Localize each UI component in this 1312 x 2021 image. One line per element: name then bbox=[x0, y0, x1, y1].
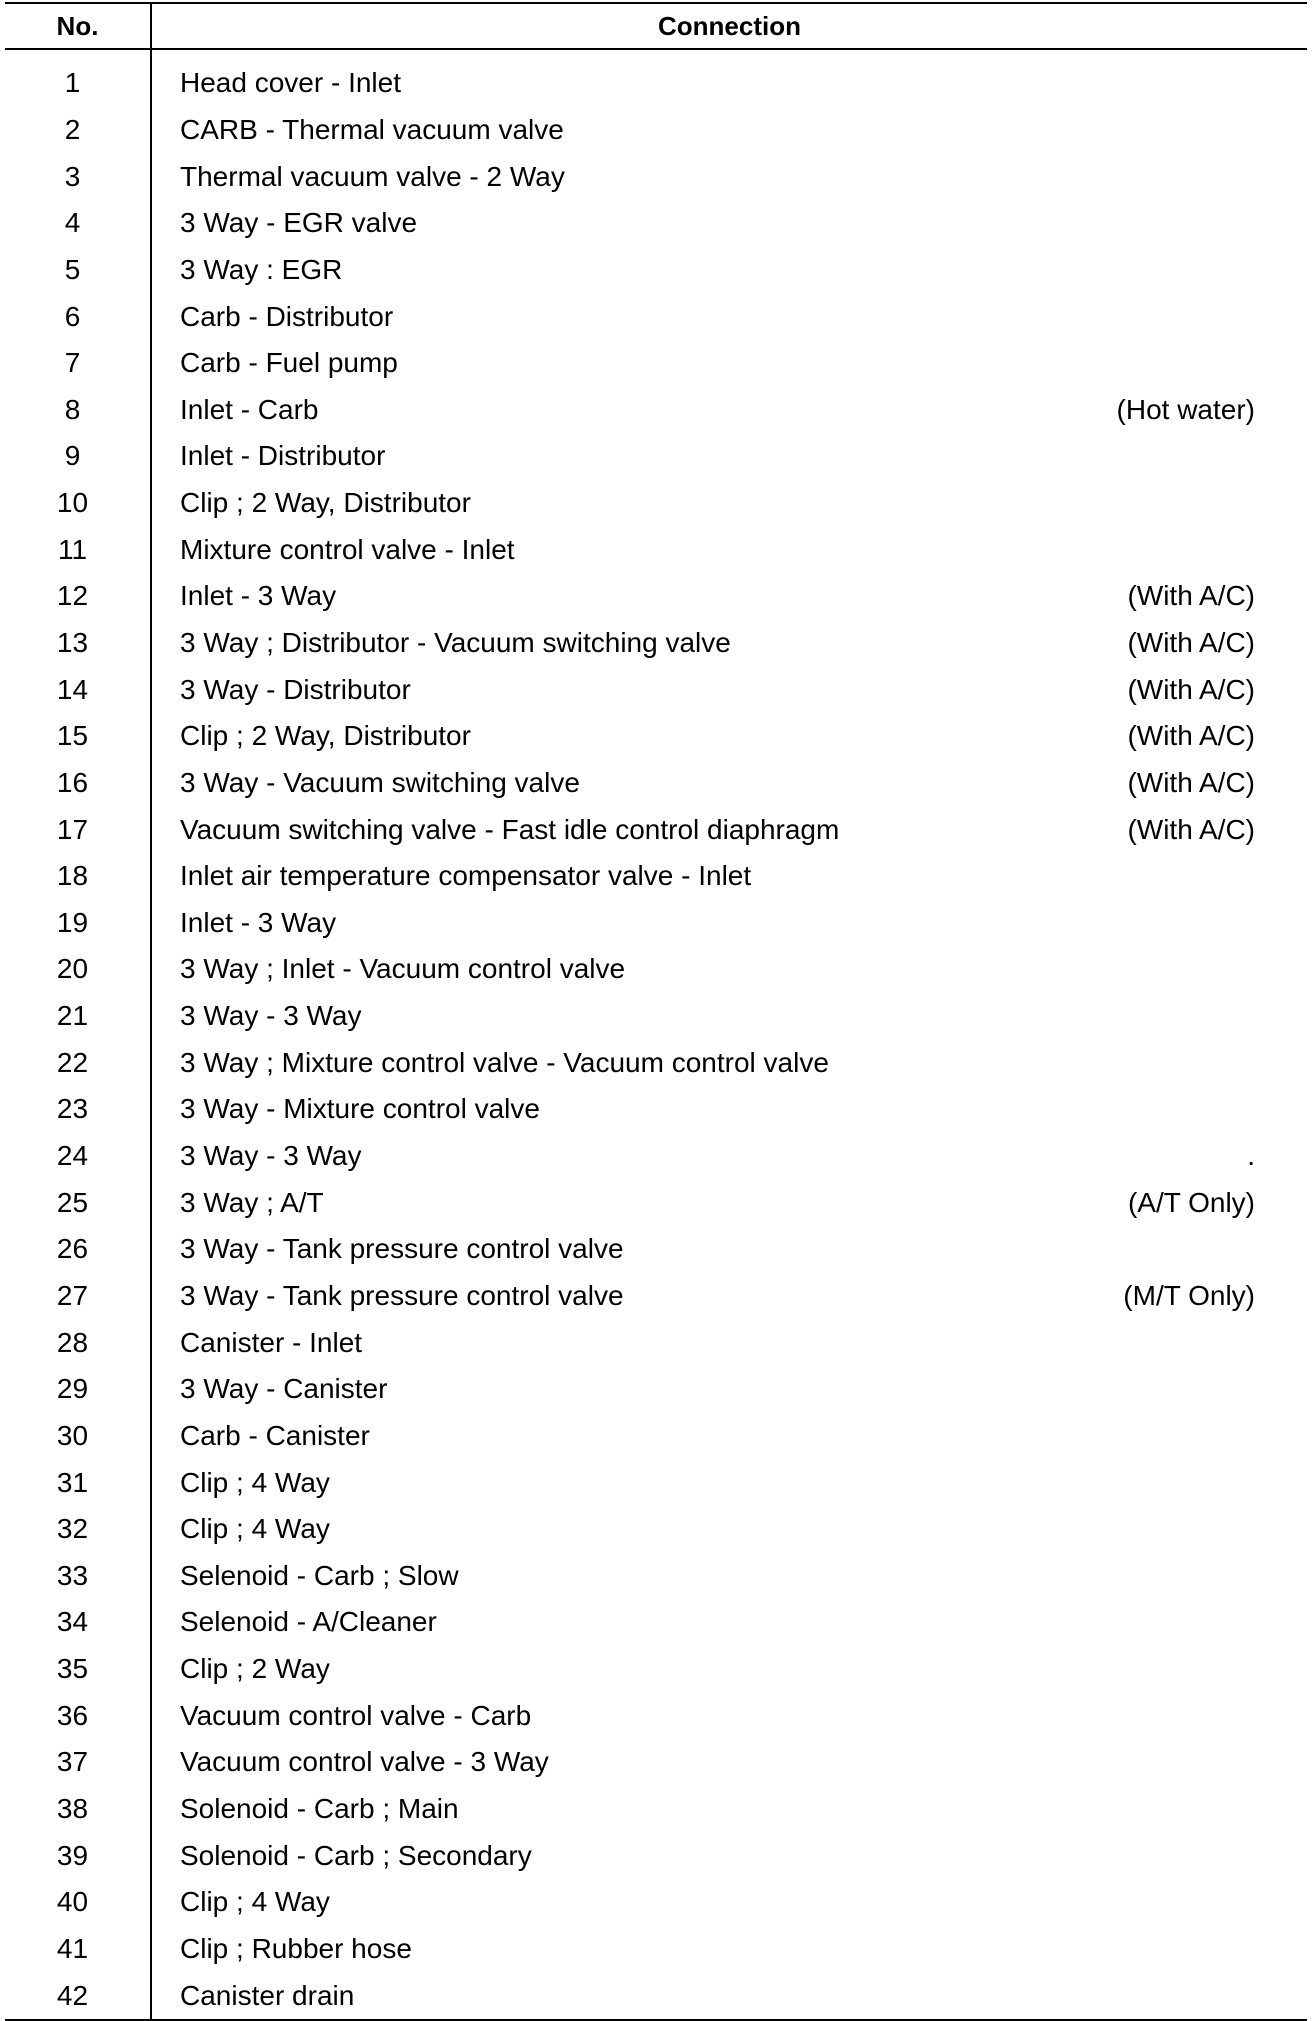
row-note bbox=[1077, 1972, 1307, 2020]
row-connection: Inlet - Distributor bbox=[180, 440, 386, 472]
row-number: 6 bbox=[5, 293, 151, 340]
row-connection: 3 Way ; A/T bbox=[180, 1186, 324, 1218]
row-note bbox=[1077, 1039, 1307, 1086]
table-row bbox=[5, 713, 1307, 760]
row-number: 12 bbox=[5, 573, 151, 620]
connection-table-page bbox=[5, 2, 1307, 2018]
row-note bbox=[1077, 1319, 1307, 1366]
table-row bbox=[5, 1273, 1307, 1320]
table-row bbox=[5, 1226, 1307, 1273]
table-row bbox=[5, 760, 1307, 807]
table-row bbox=[5, 573, 1307, 620]
row-connection: Head cover - Inlet bbox=[180, 67, 401, 99]
row-connection: 3 Way : EGR bbox=[180, 253, 343, 285]
table-row bbox=[5, 1739, 1307, 1786]
row-note bbox=[1077, 153, 1307, 200]
table-row bbox=[5, 1879, 1307, 1926]
table-row bbox=[5, 153, 1307, 200]
table-row bbox=[5, 620, 1307, 667]
row-number: 33 bbox=[5, 1553, 151, 1600]
row-note bbox=[1077, 1366, 1307, 1413]
row-connection: Canister drain bbox=[151, 1972, 1077, 2020]
table-row bbox=[5, 480, 1307, 527]
table-row bbox=[5, 1926, 1307, 1973]
row-number: 30 bbox=[5, 1413, 151, 1460]
row-number: 22 bbox=[5, 1039, 151, 1086]
row-note bbox=[1077, 1646, 1307, 1693]
row-connection: Thermal vacuum valve - 2 Way bbox=[180, 160, 565, 192]
row-connection: 3 Way ; Inlet - Vacuum control valve bbox=[180, 953, 626, 985]
row-number: 31 bbox=[5, 1459, 151, 1506]
row-connection: Inlet air temperature compensator valve - Inlet bbox=[180, 860, 752, 892]
table-row bbox=[5, 1692, 1307, 1739]
row-connection: 3 Way - EGR valve bbox=[180, 207, 418, 239]
row-number: 9 bbox=[5, 433, 151, 480]
row-connection: Inlet - 3 Way bbox=[180, 580, 337, 612]
row-note bbox=[1077, 1226, 1307, 1273]
row-connection: Mixture control valve - Inlet bbox=[180, 533, 515, 565]
row-connection: 3 Way - Tank pressure control valve bbox=[180, 1279, 624, 1311]
row-note bbox=[1077, 993, 1307, 1040]
row-connection: Clip ; 4 Way bbox=[180, 1466, 330, 1498]
row-connection: Clip ; 4 Way bbox=[180, 1886, 330, 1918]
row-note: (M/T Only) bbox=[1123, 1279, 1255, 1311]
row-connection: 3 Way ; Mixture control valve - Vacuum control valve bbox=[180, 1046, 829, 1078]
table-body bbox=[5, 49, 1307, 2020]
row-connection: 3 Way - Mixture control valve bbox=[180, 1093, 540, 1125]
table-row bbox=[5, 107, 1307, 154]
row-note bbox=[1077, 49, 1307, 107]
table-row bbox=[5, 1039, 1307, 1086]
row-number: 26 bbox=[5, 1226, 151, 1273]
row-number: 17 bbox=[5, 806, 151, 853]
row-number: 41 bbox=[5, 1926, 151, 1973]
row-connection: Selenoid - Carb ; Slow bbox=[180, 1559, 459, 1591]
table-row bbox=[5, 946, 1307, 993]
row-number: 42 bbox=[5, 1972, 151, 2020]
row-note: . bbox=[1247, 1140, 1255, 1172]
table-row bbox=[5, 340, 1307, 387]
row-connection: 3 Way ; Distributor - Vacuum switching valve bbox=[180, 627, 731, 658]
row-number: 29 bbox=[5, 1366, 151, 1413]
row-connection: 3 Way - 3 Way bbox=[180, 1140, 362, 1172]
row-note bbox=[1077, 900, 1307, 947]
row-number: 38 bbox=[5, 1786, 151, 1833]
row-connection: Vacuum control valve - 3 Way bbox=[180, 1746, 549, 1778]
row-note: (A/T Only) bbox=[1127, 1186, 1255, 1218]
table-row bbox=[5, 993, 1307, 1040]
table-row bbox=[5, 1366, 1307, 1413]
row-number: 35 bbox=[5, 1646, 151, 1693]
row-number: 13 bbox=[5, 620, 151, 667]
row-connection: 3 Way - Distributor bbox=[180, 673, 411, 705]
row-connection: Carb - Canister bbox=[180, 1419, 370, 1451]
row-connection: Vacuum switching valve - Fast idle control diaphragm bbox=[180, 813, 840, 845]
row-number: 20 bbox=[5, 946, 151, 993]
table-row bbox=[5, 1646, 1307, 1693]
row-number: 32 bbox=[5, 1506, 151, 1553]
row-number: 11 bbox=[5, 526, 151, 573]
row-connection: Canister - Inlet bbox=[180, 1326, 363, 1358]
table-row bbox=[5, 1786, 1307, 1833]
row-note bbox=[1077, 946, 1307, 993]
row-number: 1 bbox=[5, 49, 151, 107]
row-note bbox=[1077, 1692, 1307, 1739]
table-row bbox=[5, 1179, 1307, 1226]
row-number: 15 bbox=[5, 713, 151, 760]
row-note bbox=[1077, 1832, 1307, 1879]
row-note: (With A/C) bbox=[1127, 813, 1255, 845]
row-note bbox=[1077, 526, 1307, 573]
table-row bbox=[5, 900, 1307, 947]
row-note bbox=[1077, 1086, 1307, 1133]
row-connection: Solenoid - Carb ; Secondary bbox=[180, 1839, 532, 1871]
row-note: (With A/C) bbox=[1127, 673, 1255, 705]
row-connection: 3 Way - Tank pressure control valve bbox=[180, 1233, 624, 1265]
row-note bbox=[1077, 1553, 1307, 1600]
row-note bbox=[1077, 853, 1307, 900]
row-connection: Clip ; 2 Way bbox=[180, 1653, 330, 1685]
table-row bbox=[5, 1086, 1307, 1133]
row-note bbox=[1077, 1786, 1307, 1833]
table-row bbox=[5, 247, 1307, 294]
row-connection: Carb - Fuel pump bbox=[180, 347, 398, 379]
table-row bbox=[5, 666, 1307, 713]
row-number: 25 bbox=[5, 1179, 151, 1226]
column-header-connection: Connection bbox=[151, 3, 1307, 49]
row-number: 7 bbox=[5, 340, 151, 387]
row-number: 39 bbox=[5, 1832, 151, 1879]
row-note: (Hot water) bbox=[1116, 393, 1255, 425]
row-note bbox=[1077, 1599, 1307, 1646]
row-connection: Clip ; 4 Way bbox=[180, 1513, 330, 1545]
row-number: 21 bbox=[5, 993, 151, 1040]
row-number: 40 bbox=[5, 1879, 151, 1926]
table-row bbox=[5, 293, 1307, 340]
row-number: 5 bbox=[5, 247, 151, 294]
row-connection: CARB - Thermal vacuum valve bbox=[180, 113, 564, 145]
row-note: (With A/C) bbox=[1127, 766, 1255, 798]
row-note: (With A/C) bbox=[1127, 627, 1255, 658]
row-connection: Carb - Distributor bbox=[180, 300, 394, 332]
row-number: 4 bbox=[5, 200, 151, 247]
row-number: 19 bbox=[5, 900, 151, 947]
row-connection: Clip ; 2 Way, Distributor bbox=[180, 720, 471, 752]
row-note bbox=[1077, 480, 1307, 527]
row-connection: Inlet - 3 Way bbox=[180, 906, 337, 938]
row-note bbox=[1077, 433, 1307, 480]
row-note bbox=[1077, 107, 1307, 154]
row-number: 3 bbox=[5, 153, 151, 200]
table-row bbox=[5, 1553, 1307, 1600]
row-number: 10 bbox=[5, 480, 151, 527]
row-number: 24 bbox=[5, 1133, 151, 1180]
row-connection: Inlet - Carb bbox=[180, 393, 319, 425]
row-note bbox=[1077, 1926, 1307, 1973]
row-note bbox=[1077, 1739, 1307, 1786]
row-note bbox=[1077, 1506, 1307, 1553]
row-connection: Selenoid - A/Cleaner bbox=[180, 1606, 437, 1638]
table-row bbox=[5, 49, 1307, 107]
row-number: 8 bbox=[5, 386, 151, 433]
table-row bbox=[5, 853, 1307, 900]
row-connection: Solenoid - Carb ; Main bbox=[180, 1793, 459, 1825]
table-row bbox=[5, 386, 1307, 433]
row-note bbox=[1077, 340, 1307, 387]
column-header-no: No. bbox=[5, 3, 151, 49]
table-row bbox=[5, 1319, 1307, 1366]
row-number: 27 bbox=[5, 1273, 151, 1320]
row-connection: Clip ; 2 Way, Distributor bbox=[180, 487, 471, 519]
row-note bbox=[1077, 293, 1307, 340]
row-number: 14 bbox=[5, 666, 151, 713]
table-row bbox=[5, 1599, 1307, 1646]
table-row bbox=[5, 1413, 1307, 1460]
table-row bbox=[5, 1972, 1307, 2020]
row-note bbox=[1077, 1879, 1307, 1926]
row-note bbox=[1077, 200, 1307, 247]
table-row bbox=[5, 433, 1307, 480]
row-number: 18 bbox=[5, 853, 151, 900]
row-connection: Vacuum control valve - Carb bbox=[180, 1699, 532, 1731]
row-number: 28 bbox=[5, 1319, 151, 1366]
row-number: 34 bbox=[5, 1599, 151, 1646]
row-connection: Clip ; Rubber hose bbox=[180, 1932, 412, 1964]
row-note bbox=[1077, 1413, 1307, 1460]
table-row bbox=[5, 526, 1307, 573]
table-row bbox=[5, 806, 1307, 853]
row-note: (With A/C) bbox=[1127, 580, 1255, 612]
row-note: (With A/C) bbox=[1127, 720, 1255, 752]
row-number: 36 bbox=[5, 1692, 151, 1739]
row-connection: 3 Way - Canister bbox=[180, 1373, 388, 1405]
row-number: 37 bbox=[5, 1739, 151, 1786]
connection-table bbox=[5, 2, 1307, 2021]
row-connection: 3 Way - 3 Way bbox=[180, 1000, 362, 1032]
table-header-row bbox=[5, 3, 1307, 49]
row-note bbox=[1077, 247, 1307, 294]
table-row bbox=[5, 1133, 1307, 1180]
row-number: 2 bbox=[5, 107, 151, 154]
row-note bbox=[1077, 1459, 1307, 1506]
row-connection: 3 Way - Vacuum switching valve bbox=[180, 766, 580, 798]
table-row bbox=[5, 200, 1307, 247]
table-row bbox=[5, 1832, 1307, 1879]
table-row bbox=[5, 1459, 1307, 1506]
row-number: 16 bbox=[5, 760, 151, 807]
table-row bbox=[5, 1506, 1307, 1553]
row-number: 23 bbox=[5, 1086, 151, 1133]
